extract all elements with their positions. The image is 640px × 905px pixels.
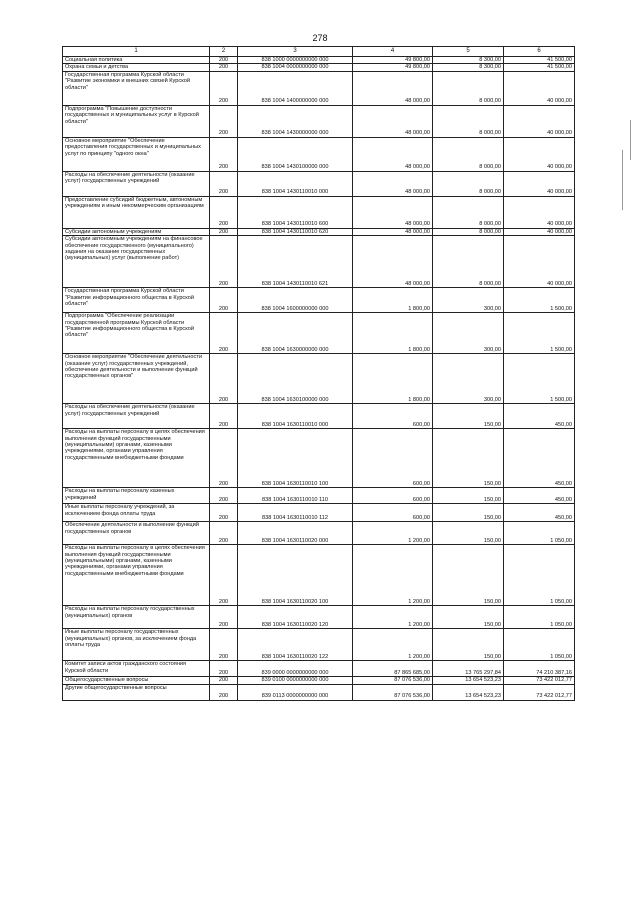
- row-name-cell: Подпрограмма "Повышение доступности государственных и муниципальных услуг в Курской области": [63, 105, 210, 137]
- col5-cell: 150,00: [433, 545, 504, 606]
- col5-cell: 150,00: [433, 629, 504, 661]
- col2-cell: 200: [210, 354, 238, 404]
- row-name-cell: Расходы на обеспечение деятельности (оказание услуг) государственных учреждений: [63, 404, 210, 429]
- col4-cell: 48 000,00: [353, 236, 433, 288]
- code-cell: 838 1004 1630110020 100: [238, 545, 353, 606]
- col4-cell: 87 076 536,00: [353, 677, 433, 684]
- table-row: [63, 404, 575, 429]
- table-row: [63, 429, 575, 488]
- table-row: [63, 661, 575, 677]
- col5-cell: 8 000,00: [433, 236, 504, 288]
- col5-cell: 150,00: [433, 488, 504, 504]
- col2-cell: 200: [210, 105, 238, 137]
- column-header: 3: [238, 47, 353, 57]
- col2-cell: 200: [210, 196, 238, 228]
- row-name-cell: Расходы на выплаты персоналу государственных (муниципальных) органов: [63, 606, 210, 629]
- col4-cell: 1 200,00: [353, 522, 433, 545]
- row-name-cell: Расходы на выплаты персоналу казенных учреждений: [63, 488, 210, 504]
- col5-cell: 8 300,00: [433, 57, 504, 64]
- code-cell: 838 1004 1600000000 000: [238, 288, 353, 313]
- col6-cell: 73 422 012,77: [504, 677, 575, 684]
- row-name-cell: Иные выплаты персоналу государственных (муниципальных) органов, за исключением фонда оплаты труда: [63, 629, 210, 661]
- code-cell: 838 1004 1430100000 000: [238, 137, 353, 171]
- col4-cell: 1 200,00: [353, 606, 433, 629]
- column-header: 2: [210, 47, 238, 57]
- table-row: [63, 171, 575, 196]
- scan-artifact-line: [622, 150, 623, 210]
- col5-cell: 8 000,00: [433, 171, 504, 196]
- column-header: 5: [433, 47, 504, 57]
- col6-cell: 40 000,00: [504, 228, 575, 235]
- col6-cell: 1 500,00: [504, 313, 575, 354]
- col2-cell: 200: [210, 629, 238, 661]
- table-row: [63, 504, 575, 522]
- col5-cell: 300,00: [433, 288, 504, 313]
- col4-cell: 49 800,00: [353, 64, 433, 71]
- table-row: [63, 629, 575, 661]
- col4-cell: 48 000,00: [353, 71, 433, 105]
- col6-cell: 74 210 387,16: [504, 661, 575, 677]
- col5-cell: 150,00: [433, 429, 504, 488]
- table-row: [63, 228, 575, 235]
- code-cell: 838 1004 1630110010 100: [238, 429, 353, 488]
- page-number: 278: [312, 33, 328, 43]
- col2-cell: 200: [210, 677, 238, 684]
- col5-cell: 13 654 523,23: [433, 684, 504, 700]
- col5-cell: 300,00: [433, 354, 504, 404]
- col4-cell: 48 000,00: [353, 171, 433, 196]
- row-name-cell: Общегосударственные вопросы: [63, 677, 210, 684]
- code-cell: 838 1004 1630110010 110: [238, 488, 353, 504]
- col2-cell: 200: [210, 404, 238, 429]
- column-header: 1: [63, 47, 210, 57]
- row-name-cell: Расходы на обеспечение деятельности (оказание услуг) государственных учреждений: [63, 171, 210, 196]
- col2-cell: 200: [210, 236, 238, 288]
- col2-cell: 200: [210, 288, 238, 313]
- table-row: [63, 313, 575, 354]
- col2-cell: 200: [210, 488, 238, 504]
- col2-cell: 200: [210, 429, 238, 488]
- row-name-cell: Иные выплаты персоналу учреждений, за исключением фонда оплаты труда: [63, 504, 210, 522]
- col4-cell: 600,00: [353, 488, 433, 504]
- col4-cell: 48 000,00: [353, 228, 433, 235]
- code-cell: 838 1004 1400000000 000: [238, 71, 353, 105]
- col4-cell: 1 200,00: [353, 629, 433, 661]
- col2-cell: 200: [210, 57, 238, 64]
- col6-cell: 41 500,00: [504, 57, 575, 64]
- col4-cell: 600,00: [353, 504, 433, 522]
- column-header: 4: [353, 47, 433, 57]
- col2-cell: 200: [210, 171, 238, 196]
- col4-cell: 600,00: [353, 404, 433, 429]
- col4-cell: 600,00: [353, 429, 433, 488]
- row-name-cell: Расходы на выплаты персоналу в целях обеспечения выполнения функций государственными (муниципальными) органами, казенными учреждениями, органами управления государственными внебюджетными фондами: [63, 545, 210, 606]
- table-row: [63, 288, 575, 313]
- col2-cell: 200: [210, 137, 238, 171]
- col2-cell: 200: [210, 522, 238, 545]
- col4-cell: 1 800,00: [353, 313, 433, 354]
- code-cell: 838 1004 1430110010 600: [238, 196, 353, 228]
- col5-cell: 8 000,00: [433, 137, 504, 171]
- table-row: [63, 354, 575, 404]
- col4-cell: 48 000,00: [353, 105, 433, 137]
- code-cell: 839 0113 0000000000 000: [238, 684, 353, 700]
- table-row: [63, 105, 575, 137]
- col6-cell: 1 500,00: [504, 354, 575, 404]
- col5-cell: 8 000,00: [433, 71, 504, 105]
- col4-cell: 48 000,00: [353, 196, 433, 228]
- col6-cell: 1 050,00: [504, 606, 575, 629]
- col2-cell: 200: [210, 606, 238, 629]
- col2-cell: 200: [210, 661, 238, 677]
- code-cell: 838 1004 1430110010 000: [238, 171, 353, 196]
- row-name-cell: Комитет записи актов гражданского состояния Курской области: [63, 661, 210, 677]
- table-row: [63, 236, 575, 288]
- row-name-cell: Другие общегосударственные вопросы: [63, 684, 210, 700]
- table-row: [63, 137, 575, 171]
- col6-cell: 1 050,00: [504, 545, 575, 606]
- col5-cell: 150,00: [433, 404, 504, 429]
- col5-cell: 13 654 523,23: [433, 677, 504, 684]
- col5-cell: 13 765 297,84: [433, 661, 504, 677]
- col6-cell: 1 050,00: [504, 522, 575, 545]
- table-row: [63, 545, 575, 606]
- col6-cell: 40 000,00: [504, 71, 575, 105]
- col6-cell: 40 000,00: [504, 236, 575, 288]
- col4-cell: 1 200,00: [353, 545, 433, 606]
- col2-cell: 200: [210, 71, 238, 105]
- col4-cell: 48 000,00: [353, 137, 433, 171]
- budget-table-container: [62, 46, 574, 701]
- code-cell: 838 1004 1630110020 120: [238, 606, 353, 629]
- code-cell: 838 1004 1630110010 000: [238, 404, 353, 429]
- code-cell: 838 1004 1630110020 000: [238, 522, 353, 545]
- code-cell: 838 1004 1630110020 122: [238, 629, 353, 661]
- row-name-cell: Расходы на выплаты персоналу в целях обеспечения выполнения функций государственными (муниципальными) органами, казенными учреждениями, органами управления государственными внебюджетными фондами: [63, 429, 210, 488]
- col6-cell: 40 000,00: [504, 105, 575, 137]
- col6-cell: 73 422 012,77: [504, 684, 575, 700]
- table-row: [63, 684, 575, 700]
- col6-cell: 450,00: [504, 429, 575, 488]
- col2-cell: 200: [210, 684, 238, 700]
- col6-cell: 450,00: [504, 488, 575, 504]
- table-row: [63, 677, 575, 684]
- row-name-cell: Социальная политика: [63, 57, 210, 64]
- row-name-cell: Подпрограмма "Обеспечение реализации государственной программы Курской области "Развитие информационного общества в Курской области": [63, 313, 210, 354]
- table-row: [63, 71, 575, 105]
- row-name-cell: Охрана семьи и детства: [63, 64, 210, 71]
- col2-cell: 200: [210, 64, 238, 71]
- table-row: [63, 488, 575, 504]
- col2-cell: 200: [210, 313, 238, 354]
- code-cell: 838 1000 0000000000 000: [238, 57, 353, 64]
- col2-cell: 200: [210, 504, 238, 522]
- row-name-cell: Предоставление субсидий бюджетным, автономным учреждениям и иным некоммерческим организациям: [63, 196, 210, 228]
- col6-cell: 450,00: [504, 404, 575, 429]
- code-cell: 838 1004 1630110010 112: [238, 504, 353, 522]
- row-name-cell: Основное мероприятие "Обеспечение деятельности (оказание услуг) государственных учреждений, обеспечение деятельности и выполнение функций государственных органов": [63, 354, 210, 404]
- table-row: [63, 196, 575, 228]
- col5-cell: 150,00: [433, 606, 504, 629]
- col5-cell: 8 000,00: [433, 228, 504, 235]
- table-row: [63, 64, 575, 71]
- col6-cell: 40 000,00: [504, 137, 575, 171]
- col5-cell: 8 000,00: [433, 105, 504, 137]
- row-name-cell: Обеспечение деятельности и выполнение функций государственных органов: [63, 522, 210, 545]
- col2-cell: 200: [210, 545, 238, 606]
- col6-cell: 40 000,00: [504, 196, 575, 228]
- code-cell: 839 0000 0000000000 000: [238, 661, 353, 677]
- col5-cell: 8 300,00: [433, 64, 504, 71]
- col5-cell: 8 000,00: [433, 196, 504, 228]
- scan-artifact-line: [630, 120, 631, 160]
- col5-cell: 150,00: [433, 504, 504, 522]
- code-cell: 838 1004 1630100000 000: [238, 354, 353, 404]
- column-header: 6: [504, 47, 575, 57]
- col4-cell: 87 076 536,00: [353, 684, 433, 700]
- code-cell: 838 1004 1430000000 000: [238, 105, 353, 137]
- col4-cell: 49 800,00: [353, 57, 433, 64]
- col4-cell: 1 800,00: [353, 288, 433, 313]
- row-name-cell: Субсидии автономным учреждениям на финансовое обеспечение государственного (муниципального) задания на оказание государственных (муниципальных) услуг (выполнение работ): [63, 236, 210, 288]
- col5-cell: 300,00: [433, 313, 504, 354]
- row-name-cell: Субсидии автономным учреждениям: [63, 228, 210, 235]
- code-cell: 838 1004 1630000000 000: [238, 313, 353, 354]
- code-cell: 839 0100 0000000000 000: [238, 677, 353, 684]
- col5-cell: 150,00: [433, 522, 504, 545]
- budget-table: [62, 46, 575, 701]
- table-row: [63, 57, 575, 64]
- table-row: [63, 606, 575, 629]
- code-cell: 838 1004 1430110010 620: [238, 228, 353, 235]
- table-row: [63, 522, 575, 545]
- col6-cell: 1 050,00: [504, 629, 575, 661]
- col6-cell: 1 500,00: [504, 288, 575, 313]
- col2-cell: 200: [210, 228, 238, 235]
- col6-cell: 40 000,00: [504, 171, 575, 196]
- table-header-row: [63, 47, 575, 57]
- row-name-cell: Основное мероприятие "Обеспечение предоставления государственных и муниципальных услуг по принципу "одного окна": [63, 137, 210, 171]
- row-name-cell: Государственная программа Курской области "Развитие информационного общества в Курской области": [63, 288, 210, 313]
- row-name-cell: Государственная программа Курской области "Развитие экономики и внешних связей Курской области": [63, 71, 210, 105]
- code-cell: 838 1004 1430110010 621: [238, 236, 353, 288]
- col4-cell: 1 800,00: [353, 354, 433, 404]
- col6-cell: 41 500,00: [504, 64, 575, 71]
- col6-cell: 450,00: [504, 504, 575, 522]
- code-cell: 838 1004 0000000000 000: [238, 64, 353, 71]
- col4-cell: 87 865 685,00: [353, 661, 433, 677]
